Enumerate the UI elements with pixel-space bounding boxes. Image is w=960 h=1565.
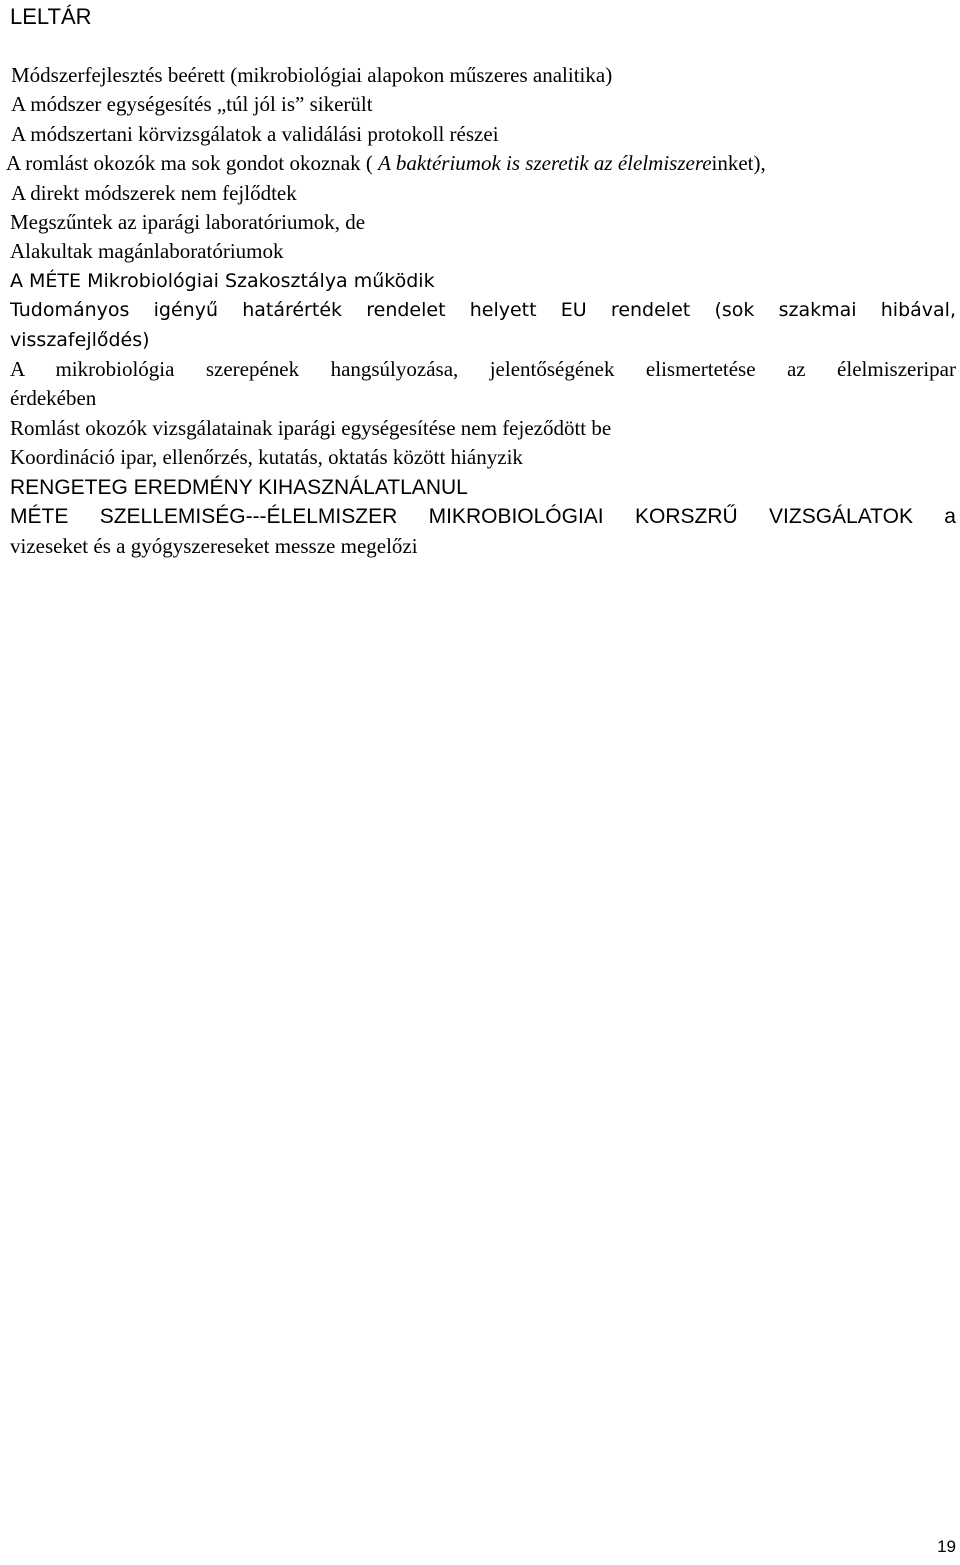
inventory-line: A módszertani körvizsgálatok a validálási protokoll részei: [11, 121, 499, 146]
inventory-line: A módszer egységesítés „túl jól is” sikerült: [11, 92, 373, 117]
inventory-line: Módszerfejlesztés beérett (mikrobiológiai alapokon műszeres analitika): [11, 63, 613, 87]
inventory-line-text: A romlást okozók ma sok gondot okoznak (: [6, 151, 379, 176]
inventory-line-text: inket),: [711, 151, 766, 176]
page-title: LELTÁR: [10, 4, 92, 29]
inventory-line: vizeseket és a gyógyszereseket messze megelőzi: [10, 533, 418, 558]
inventory-line: Koordináció ipar, ellenőrzés, kutatás, oktatás között hiányzik: [10, 445, 523, 470]
inventory-line: Megszűntek az iparági laboratóriumok, de: [10, 210, 366, 235]
inventory-line: Tudományos igényű határérték rendelet helyett EU rendelet (sok szakmai hibával,: [10, 299, 956, 322]
inventory-line: visszafejlődés): [10, 328, 150, 351]
inventory-line: [6, 149, 956, 178]
inventory-line: Romlást okozók vizsgálatainak iparági egységesítése nem fejeződött be: [10, 415, 612, 440]
inventory-line: érdekében: [10, 386, 97, 411]
inventory-line: RENGETEG EREDMÉNY KIHASZNÁLATLANUL: [10, 475, 468, 499]
inventory-line: MÉTE SZELLEMISÉG---ÉLELMISZER MIKROBIOLÓGIAI KORSZRŰ VIZSGÁLATOK a: [10, 505, 956, 529]
inventory-line: A MÉTE Mikrobiológiai Szakosztálya működik: [10, 269, 435, 292]
page-number: 19: [937, 1537, 956, 1556]
inventory-line: A direkt módszerek nem fejlődtek: [11, 180, 297, 205]
inventory-line: A mikrobiológia szerepének hangsúlyozása, jelentőségének elismertetése az élelmiszeripar: [10, 357, 956, 382]
inventory-text: [6, 61, 956, 561]
italic-text: A baktériumok is szeretik az élelmiszere: [378, 151, 712, 176]
inventory-line: Alakultak magánlaboratóriumok: [10, 239, 284, 264]
